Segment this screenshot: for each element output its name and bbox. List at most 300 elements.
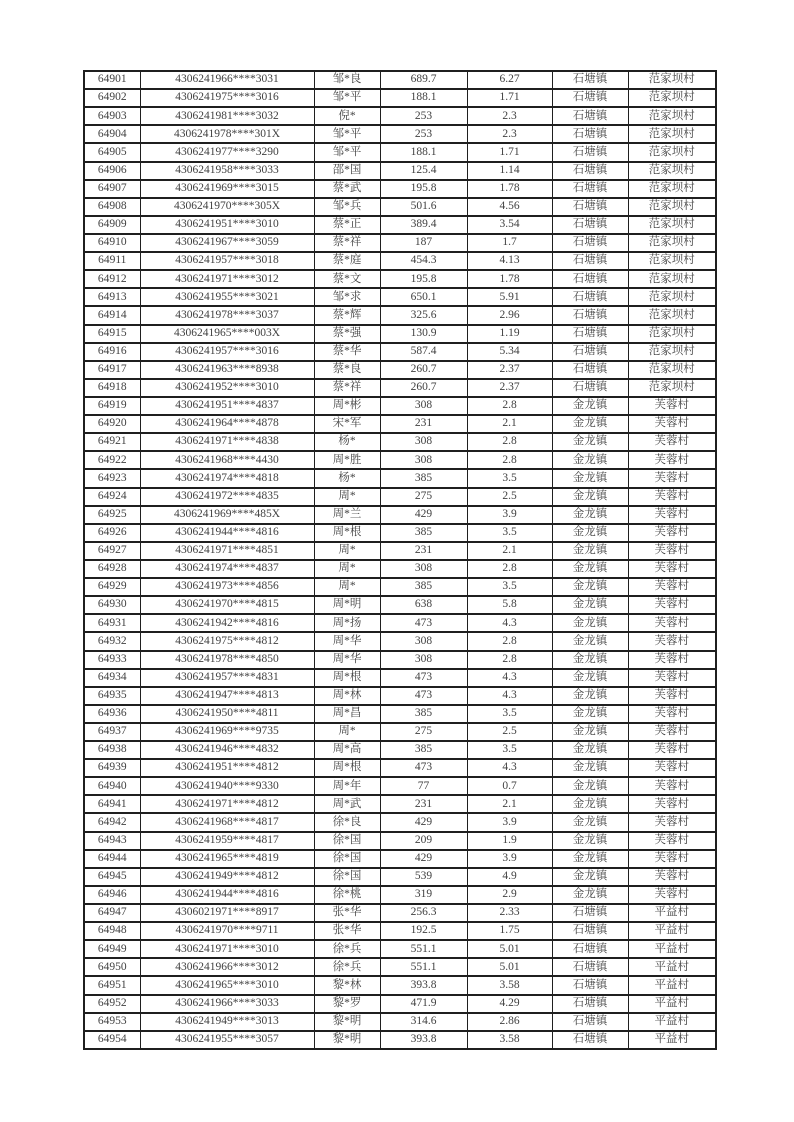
- cell-id-number-masked: 4306241978****301X: [140, 125, 314, 143]
- table-row: [84, 995, 716, 1013]
- cell-seq-no: 64940: [84, 777, 140, 795]
- cell-seq-no: 64950: [84, 958, 140, 976]
- cell-id-number-masked: 4306241946****4832: [140, 741, 314, 759]
- cell-id-number-masked: 4306241968****4817: [140, 813, 314, 831]
- table-row: [84, 1013, 716, 1031]
- cell-id-number-masked: 4306241978****3037: [140, 306, 314, 324]
- cell-seq-no: 64904: [84, 125, 140, 143]
- cell-village: 范家坝村: [628, 143, 716, 161]
- cell-id-number-masked: 4306241965****003X: [140, 325, 314, 343]
- cell-town: 金龙镇: [552, 578, 628, 596]
- cell-town: 石塘镇: [552, 1031, 628, 1049]
- cell-value1: 473: [380, 687, 467, 705]
- cell-name-masked: 邹*求: [314, 288, 380, 306]
- cell-town: 石塘镇: [552, 904, 628, 922]
- cell-town: 石塘镇: [552, 379, 628, 397]
- cell-seq-no: 64947: [84, 904, 140, 922]
- cell-seq-no: 64929: [84, 578, 140, 596]
- cell-id-number-masked: 4306241944****4816: [140, 886, 314, 904]
- cell-id-number-masked: 4306241952****3010: [140, 379, 314, 397]
- cell-value2: 3.5: [467, 469, 552, 487]
- cell-town: 金龙镇: [552, 451, 628, 469]
- cell-town: 石塘镇: [552, 288, 628, 306]
- cell-name-masked: 宋*军: [314, 415, 380, 433]
- cell-name-masked: 周*兰: [314, 506, 380, 524]
- cell-town: 金龙镇: [552, 687, 628, 705]
- cell-town: 金龙镇: [552, 669, 628, 687]
- table-row: [84, 506, 716, 524]
- cell-value2: 2.37: [467, 361, 552, 379]
- cell-seq-no: 64931: [84, 614, 140, 632]
- cell-value1: 385: [380, 741, 467, 759]
- cell-value2: 5.34: [467, 343, 552, 361]
- cell-town: 石塘镇: [552, 180, 628, 198]
- cell-seq-no: 64953: [84, 1013, 140, 1031]
- cell-name-masked: 周*华: [314, 651, 380, 669]
- cell-seq-no: 64943: [84, 832, 140, 850]
- cell-id-number-masked: 4306241966****3012: [140, 958, 314, 976]
- cell-village: 平益村: [628, 995, 716, 1013]
- table-row: [84, 451, 716, 469]
- cell-town: 石塘镇: [552, 107, 628, 125]
- cell-name-masked: 张*华: [314, 904, 380, 922]
- cell-seq-no: 64949: [84, 940, 140, 958]
- cell-value2: 4.56: [467, 198, 552, 216]
- cell-village: 芙蓉村: [628, 687, 716, 705]
- cell-name-masked: 周*昌: [314, 705, 380, 723]
- table-row: [84, 89, 716, 107]
- cell-id-number-masked: 4306241972****4835: [140, 488, 314, 506]
- cell-name-masked: 蔡*祥: [314, 234, 380, 252]
- cell-value2: 1.78: [467, 270, 552, 288]
- cell-id-number-masked: 4306241978****4850: [140, 651, 314, 669]
- cell-id-number-masked: 4306241970****4815: [140, 596, 314, 614]
- cell-value2: 2.8: [467, 397, 552, 415]
- cell-town: 石塘镇: [552, 216, 628, 234]
- cell-value1: 471.9: [380, 995, 467, 1013]
- cell-town: 石塘镇: [552, 940, 628, 958]
- cell-value1: 253: [380, 107, 467, 125]
- cell-value1: 188.1: [380, 143, 467, 161]
- cell-name-masked: 蔡*庭: [314, 252, 380, 270]
- cell-value2: 5.91: [467, 288, 552, 306]
- cell-town: 金龙镇: [552, 651, 628, 669]
- cell-town: 金龙镇: [552, 723, 628, 741]
- cell-seq-no: 64906: [84, 162, 140, 180]
- cell-seq-no: 64954: [84, 1031, 140, 1049]
- cell-town: 金龙镇: [552, 795, 628, 813]
- cell-village: 芙蓉村: [628, 451, 716, 469]
- cell-value2: 1.14: [467, 162, 552, 180]
- cell-name-masked: 周*胜: [314, 451, 380, 469]
- cell-name-masked: 邹*平: [314, 125, 380, 143]
- cell-id-number-masked: 4306241959****4817: [140, 832, 314, 850]
- cell-town: 金龙镇: [552, 397, 628, 415]
- cell-value2: 2.1: [467, 542, 552, 560]
- cell-name-masked: 周*: [314, 488, 380, 506]
- cell-village: 芙蓉村: [628, 723, 716, 741]
- cell-value1: 385: [380, 524, 467, 542]
- cell-value1: 308: [380, 451, 467, 469]
- cell-value2: 2.8: [467, 651, 552, 669]
- table-row: [84, 922, 716, 940]
- cell-town: 金龙镇: [552, 705, 628, 723]
- cell-name-masked: 蔡*强: [314, 325, 380, 343]
- cell-value1: 187: [380, 234, 467, 252]
- cell-village: 芙蓉村: [628, 813, 716, 831]
- cell-name-masked: 周*华: [314, 632, 380, 650]
- cell-name-masked: 周*明: [314, 596, 380, 614]
- cell-name-masked: 蔡*辉: [314, 306, 380, 324]
- cell-id-number-masked: 4306241963****8938: [140, 361, 314, 379]
- table-row: [84, 940, 716, 958]
- table-row: [84, 107, 716, 125]
- cell-value1: 260.7: [380, 361, 467, 379]
- cell-town: 石塘镇: [552, 162, 628, 180]
- cell-town: 金龙镇: [552, 759, 628, 777]
- cell-name-masked: 周*: [314, 560, 380, 578]
- cell-name-masked: 邹*良: [314, 71, 380, 89]
- cell-village: 范家坝村: [628, 252, 716, 270]
- cell-village: 芙蓉村: [628, 705, 716, 723]
- cell-seq-no: 64911: [84, 252, 140, 270]
- cell-id-number-masked: 4306021971****8917: [140, 904, 314, 922]
- cell-name-masked: 邹*兵: [314, 198, 380, 216]
- cell-name-masked: 倪*: [314, 107, 380, 125]
- cell-town: 金龙镇: [552, 777, 628, 795]
- table-row: [84, 379, 716, 397]
- cell-value2: 2.33: [467, 904, 552, 922]
- cell-seq-no: 64951: [84, 976, 140, 994]
- table-row: [84, 542, 716, 560]
- cell-seq-no: 64930: [84, 596, 140, 614]
- cell-village: 平益村: [628, 1013, 716, 1031]
- cell-name-masked: 周*彬: [314, 397, 380, 415]
- cell-seq-no: 64946: [84, 886, 140, 904]
- cell-id-number-masked: 4306241965****3010: [140, 976, 314, 994]
- cell-name-masked: 蔡*文: [314, 270, 380, 288]
- cell-town: 石塘镇: [552, 306, 628, 324]
- cell-town: 金龙镇: [552, 506, 628, 524]
- cell-village: 芙蓉村: [628, 759, 716, 777]
- cell-value2: 2.3: [467, 107, 552, 125]
- cell-village: 范家坝村: [628, 306, 716, 324]
- cell-village: 平益村: [628, 1031, 716, 1049]
- cell-village: 平益村: [628, 976, 716, 994]
- table-row: [84, 270, 716, 288]
- cell-value1: 125.4: [380, 162, 467, 180]
- cell-village: 芙蓉村: [628, 850, 716, 868]
- cell-village: 平益村: [628, 958, 716, 976]
- cell-value2: 1.78: [467, 180, 552, 198]
- cell-village: 芙蓉村: [628, 560, 716, 578]
- table-row: [84, 415, 716, 433]
- cell-village: 芙蓉村: [628, 596, 716, 614]
- cell-value1: 650.1: [380, 288, 467, 306]
- cell-id-number-masked: 4306241957****4831: [140, 669, 314, 687]
- cell-name-masked: 杨*: [314, 469, 380, 487]
- cell-value2: 2.8: [467, 433, 552, 451]
- cell-id-number-masked: 4306241971****4812: [140, 795, 314, 813]
- cell-value1: 275: [380, 488, 467, 506]
- cell-town: 金龙镇: [552, 614, 628, 632]
- cell-value2: 3.58: [467, 1031, 552, 1049]
- table-row: [84, 71, 716, 89]
- cell-village: 范家坝村: [628, 162, 716, 180]
- cell-village: 芙蓉村: [628, 415, 716, 433]
- cell-seq-no: 64936: [84, 705, 140, 723]
- cell-village: 范家坝村: [628, 379, 716, 397]
- cell-village: 范家坝村: [628, 71, 716, 89]
- cell-seq-no: 64945: [84, 868, 140, 886]
- cell-name-masked: 蔡*正: [314, 216, 380, 234]
- roster-table-body: [84, 71, 716, 1049]
- table-row: [84, 795, 716, 813]
- cell-town: 石塘镇: [552, 270, 628, 288]
- cell-town: 金龙镇: [552, 433, 628, 451]
- table-row: [84, 976, 716, 994]
- cell-value1: 393.8: [380, 976, 467, 994]
- cell-name-masked: 黎*林: [314, 976, 380, 994]
- cell-value1: 308: [380, 397, 467, 415]
- cell-name-masked: 邹*平: [314, 89, 380, 107]
- cell-value2: 3.9: [467, 506, 552, 524]
- cell-village: 芙蓉村: [628, 651, 716, 669]
- cell-seq-no: 64937: [84, 723, 140, 741]
- table-row: [84, 1031, 716, 1049]
- cell-name-masked: 蔡*良: [314, 361, 380, 379]
- cell-id-number-masked: 4306241958****3033: [140, 162, 314, 180]
- cell-id-number-masked: 4306241951****4837: [140, 397, 314, 415]
- cell-seq-no: 64902: [84, 89, 140, 107]
- cell-town: 金龙镇: [552, 415, 628, 433]
- cell-name-masked: 周*高: [314, 741, 380, 759]
- cell-value1: 587.4: [380, 343, 467, 361]
- cell-seq-no: 64901: [84, 71, 140, 89]
- cell-id-number-masked: 4306241966****3031: [140, 71, 314, 89]
- cell-value2: 2.96: [467, 306, 552, 324]
- cell-name-masked: 周*扬: [314, 614, 380, 632]
- cell-value1: 253: [380, 125, 467, 143]
- cell-town: 石塘镇: [552, 958, 628, 976]
- cell-id-number-masked: 4306241971****4838: [140, 433, 314, 451]
- cell-village: 范家坝村: [628, 198, 716, 216]
- cell-village: 芙蓉村: [628, 795, 716, 813]
- cell-value2: 2.3: [467, 125, 552, 143]
- table-row: [84, 886, 716, 904]
- cell-name-masked: 黎*明: [314, 1031, 380, 1049]
- cell-town: 金龙镇: [552, 596, 628, 614]
- cell-name-masked: 周*根: [314, 759, 380, 777]
- cell-id-number-masked: 4306241969****9735: [140, 723, 314, 741]
- cell-value2: 3.54: [467, 216, 552, 234]
- cell-town: 石塘镇: [552, 325, 628, 343]
- cell-village: 芙蓉村: [628, 542, 716, 560]
- cell-seq-no: 64938: [84, 741, 140, 759]
- cell-seq-no: 64913: [84, 288, 140, 306]
- cell-name-masked: 周*林: [314, 687, 380, 705]
- cell-id-number-masked: 4306241966****3033: [140, 995, 314, 1013]
- cell-value2: 2.8: [467, 560, 552, 578]
- cell-name-masked: 周*根: [314, 669, 380, 687]
- cell-value1: 77: [380, 777, 467, 795]
- cell-id-number-masked: 4306241949****4812: [140, 868, 314, 886]
- cell-id-number-masked: 4306241971****3010: [140, 940, 314, 958]
- cell-value1: 429: [380, 813, 467, 831]
- cell-value1: 389.4: [380, 216, 467, 234]
- cell-seq-no: 64927: [84, 542, 140, 560]
- cell-value1: 689.7: [380, 71, 467, 89]
- cell-village: 平益村: [628, 922, 716, 940]
- cell-seq-no: 64905: [84, 143, 140, 161]
- cell-village: 范家坝村: [628, 89, 716, 107]
- cell-value2: 4.3: [467, 614, 552, 632]
- cell-name-masked: 周*: [314, 723, 380, 741]
- cell-value1: 473: [380, 669, 467, 687]
- cell-seq-no: 64924: [84, 488, 140, 506]
- cell-seq-no: 64928: [84, 560, 140, 578]
- cell-value2: 5.01: [467, 958, 552, 976]
- cell-town: 石塘镇: [552, 995, 628, 1013]
- cell-value2: 4.9: [467, 868, 552, 886]
- cell-value2: 1.19: [467, 325, 552, 343]
- cell-value1: 473: [380, 759, 467, 777]
- cell-id-number-masked: 4306241951****3010: [140, 216, 314, 234]
- cell-value1: 231: [380, 795, 467, 813]
- cell-town: 金龙镇: [552, 886, 628, 904]
- cell-seq-no: 64939: [84, 759, 140, 777]
- cell-seq-no: 64926: [84, 524, 140, 542]
- cell-village: 范家坝村: [628, 125, 716, 143]
- table-row: [84, 651, 716, 669]
- table-row: [84, 741, 716, 759]
- cell-seq-no: 64935: [84, 687, 140, 705]
- table-row: [84, 180, 716, 198]
- table-row: [84, 524, 716, 542]
- cell-value2: 3.5: [467, 705, 552, 723]
- cell-village: 芙蓉村: [628, 777, 716, 795]
- cell-value1: 209: [380, 832, 467, 850]
- cell-value2: 4.3: [467, 669, 552, 687]
- cell-value1: 473: [380, 614, 467, 632]
- cell-id-number-masked: 4306241975****3016: [140, 89, 314, 107]
- cell-id-number-masked: 4306241940****9330: [140, 777, 314, 795]
- table-row: [84, 759, 716, 777]
- cell-town: 石塘镇: [552, 71, 628, 89]
- table-row: [84, 868, 716, 886]
- cell-village: 范家坝村: [628, 288, 716, 306]
- cell-value1: 195.8: [380, 180, 467, 198]
- cell-town: 石塘镇: [552, 343, 628, 361]
- cell-value1: 501.6: [380, 198, 467, 216]
- cell-town: 石塘镇: [552, 89, 628, 107]
- cell-village: 芙蓉村: [628, 632, 716, 650]
- cell-town: 石塘镇: [552, 922, 628, 940]
- cell-id-number-masked: 4306241955****3021: [140, 288, 314, 306]
- cell-id-number-masked: 4306241970****305X: [140, 198, 314, 216]
- cell-value2: 2.8: [467, 451, 552, 469]
- cell-value2: 4.3: [467, 687, 552, 705]
- cell-value2: 5.8: [467, 596, 552, 614]
- cell-value1: 429: [380, 506, 467, 524]
- cell-value1: 192.5: [380, 922, 467, 940]
- cell-seq-no: 64919: [84, 397, 140, 415]
- cell-village: 芙蓉村: [628, 578, 716, 596]
- cell-value1: 319: [380, 886, 467, 904]
- cell-value1: 188.1: [380, 89, 467, 107]
- cell-town: 石塘镇: [552, 198, 628, 216]
- cell-value1: 551.1: [380, 958, 467, 976]
- cell-id-number-masked: 4306241981****3032: [140, 107, 314, 125]
- table-row: [84, 397, 716, 415]
- cell-village: 芙蓉村: [628, 524, 716, 542]
- cell-value2: 2.9: [467, 886, 552, 904]
- cell-seq-no: 64915: [84, 325, 140, 343]
- table-row: [84, 958, 716, 976]
- cell-name-masked: 周*: [314, 542, 380, 560]
- cell-value2: 2.5: [467, 488, 552, 506]
- cell-value1: 195.8: [380, 270, 467, 288]
- roster-table: [83, 70, 717, 1050]
- cell-id-number-masked: 4306241969****485X: [140, 506, 314, 524]
- cell-seq-no: 64920: [84, 415, 140, 433]
- cell-name-masked: 徐*国: [314, 832, 380, 850]
- table-row: [84, 469, 716, 487]
- cell-name-masked: 杨*: [314, 433, 380, 451]
- table-row: [84, 687, 716, 705]
- cell-village: 范家坝村: [628, 216, 716, 234]
- cell-seq-no: 64912: [84, 270, 140, 288]
- cell-village: 芙蓉村: [628, 433, 716, 451]
- cell-village: 芙蓉村: [628, 614, 716, 632]
- cell-name-masked: 周*武: [314, 795, 380, 813]
- table-row: [84, 488, 716, 506]
- table-row: [84, 143, 716, 161]
- cell-name-masked: 周*年: [314, 777, 380, 795]
- cell-value2: 2.5: [467, 723, 552, 741]
- cell-seq-no: 64903: [84, 107, 140, 125]
- cell-value2: 2.8: [467, 632, 552, 650]
- table-row: [84, 596, 716, 614]
- cell-village: 芙蓉村: [628, 669, 716, 687]
- table-row: [84, 361, 716, 379]
- cell-seq-no: 64944: [84, 850, 140, 868]
- cell-id-number-masked: 4306241971****3012: [140, 270, 314, 288]
- cell-town: 金龙镇: [552, 632, 628, 650]
- cell-town: 金龙镇: [552, 469, 628, 487]
- cell-id-number-masked: 4306241957****3018: [140, 252, 314, 270]
- table-row: [84, 813, 716, 831]
- cell-town: 金龙镇: [552, 488, 628, 506]
- cell-id-number-masked: 4306241947****4813: [140, 687, 314, 705]
- cell-value1: 308: [380, 433, 467, 451]
- cell-village: 平益村: [628, 940, 716, 958]
- cell-seq-no: 64948: [84, 922, 140, 940]
- cell-id-number-masked: 4306241968****4430: [140, 451, 314, 469]
- cell-name-masked: 邹*平: [314, 143, 380, 161]
- cell-name-masked: 徐*桃: [314, 886, 380, 904]
- cell-seq-no: 64914: [84, 306, 140, 324]
- table-row: [84, 288, 716, 306]
- cell-seq-no: 64909: [84, 216, 140, 234]
- cell-value1: 551.1: [380, 940, 467, 958]
- table-row: [84, 560, 716, 578]
- cell-name-masked: 黎*罗: [314, 995, 380, 1013]
- cell-value1: 308: [380, 632, 467, 650]
- cell-value1: 385: [380, 578, 467, 596]
- cell-value2: 1.71: [467, 143, 552, 161]
- cell-value2: 1.71: [467, 89, 552, 107]
